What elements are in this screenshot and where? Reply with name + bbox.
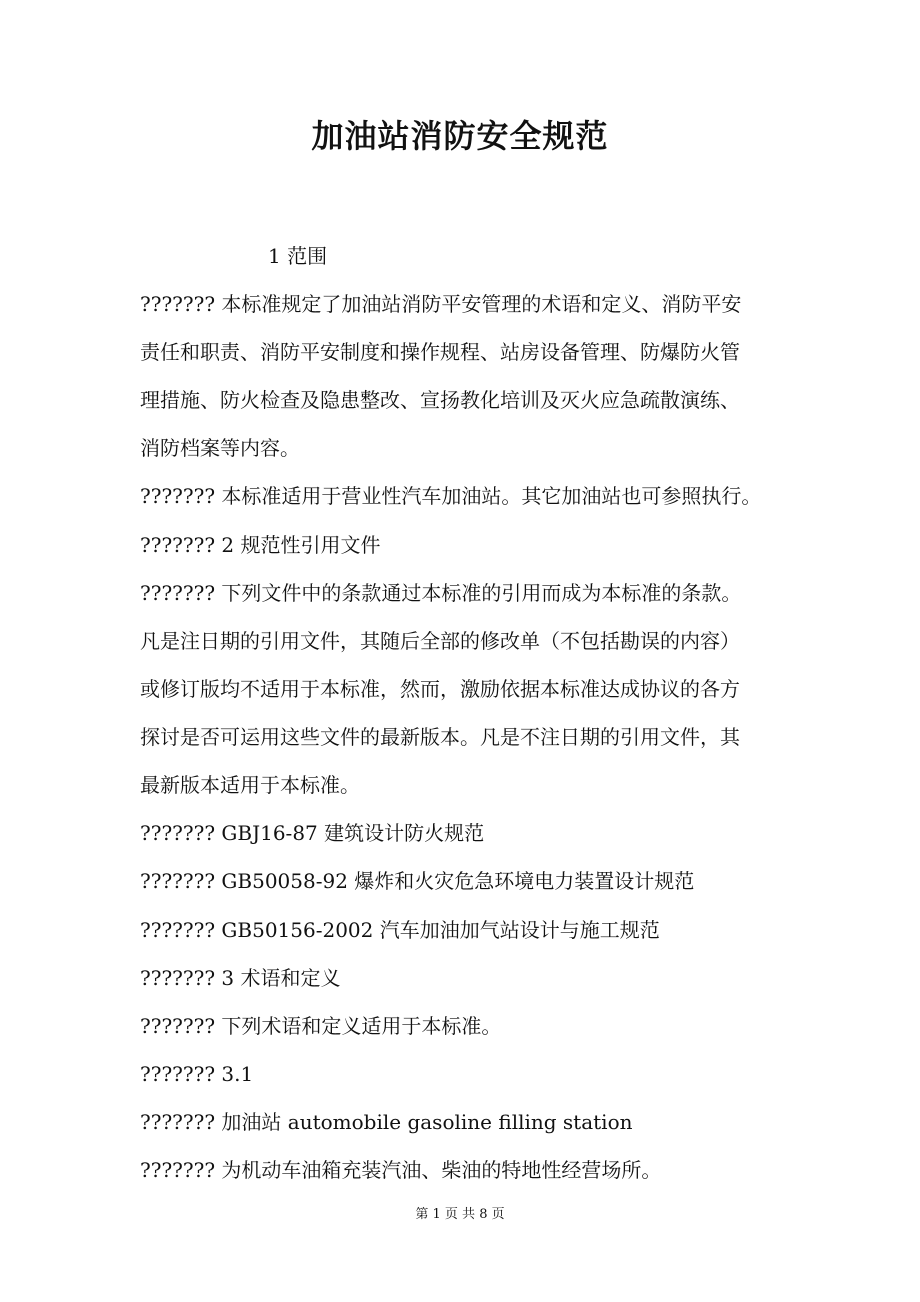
body-line: 理措施、防火检查及隐患整改、宣扬教化培训及灭火应急疏散演练、 bbox=[140, 388, 740, 412]
body-line: ??????? 下列文件中的条款通过本标准的引用而成为本标准的条款。 bbox=[140, 581, 742, 605]
body-line: ??????? 本标准规定了加油站消防平安管理的术语和定义、消防平安 bbox=[140, 292, 742, 316]
reference-item: ??????? GB50156-2002 汽车加油加气站设计与施工规范 bbox=[140, 918, 660, 942]
reference-item: ??????? GB50058-92 爆炸和火灾危急环境电力装置设计规范 bbox=[140, 869, 695, 893]
body-line: ??????? 下列术语和定义适用于本标准。 bbox=[140, 1014, 502, 1038]
body-line: ??????? 本标准适用于营业性汽车加油站。其它加油站也可参照执行。 bbox=[140, 484, 762, 508]
term-name: ??????? 加油站 automobile gasoline filling station bbox=[140, 1110, 633, 1134]
document-title: 加油站消防安全规范 bbox=[311, 117, 609, 155]
body-line: 消防档案等内容。 bbox=[140, 436, 300, 460]
page-footer: 第 1 页 共 8 页 bbox=[415, 1207, 505, 1222]
term-number: ??????? 3.1 bbox=[140, 1062, 254, 1086]
section-heading-scope: 1 范围 bbox=[268, 244, 328, 268]
body-line: 探讨是否可运用这些文件的最新版本。凡是不注日期的引用文件，其 bbox=[140, 725, 740, 749]
body-line: 责任和职责、消防平安制度和操作规程、站房设备管理、防爆防火管 bbox=[140, 340, 740, 364]
term-definition: ??????? 为机动车油箱充装汽油、柴油的特地性经营场所。 bbox=[140, 1158, 662, 1182]
reference-item: ??????? GBJ16-87 建筑设计防火规范 bbox=[140, 821, 485, 845]
section-heading-terms: ??????? 3 术语和定义 bbox=[140, 966, 341, 990]
section-heading-references: ??????? 2 规范性引用文件 bbox=[140, 533, 381, 557]
body-line: 最新版本适用于本标准。 bbox=[140, 773, 360, 797]
body-line: 或修订版均不适用于本标准，然而，激励依据本标准达成协议的各方 bbox=[140, 677, 740, 701]
body-line: 凡是注日期的引用文件，其随后全部的修改单（不包括勘误的内容） bbox=[140, 629, 740, 653]
